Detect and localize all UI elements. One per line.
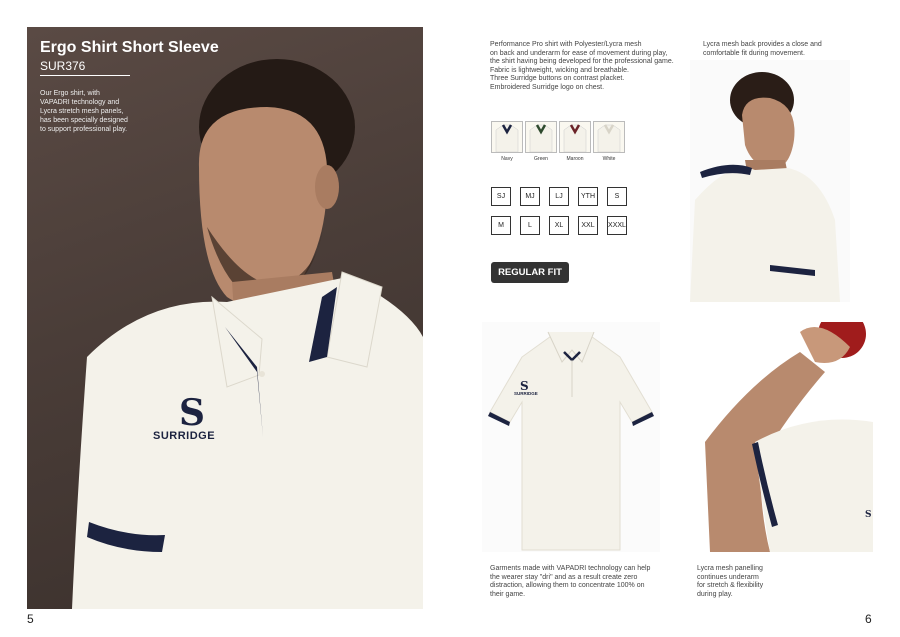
svg-text:S: S bbox=[865, 510, 872, 520]
shirt-logo-text: SURRIDGE bbox=[514, 391, 538, 396]
vapadri-text: Garments made with VAPADRI technology can help the wearer stay "dri" and as a result create zero distraction, allowing them to concentrate 100% on their game. bbox=[490, 565, 651, 598]
swatch-label-navy: Navy bbox=[501, 156, 513, 162]
size-s[interactable]: S bbox=[607, 187, 627, 206]
size-yth[interactable]: YTH bbox=[578, 187, 598, 206]
hero-description: Our Ergo shirt, with VAPADRI technology and Lycra stretch mesh panels, has been specially designed to support professional play. bbox=[40, 90, 128, 133]
swatch-label-maroon: Maroon bbox=[566, 156, 584, 162]
panelling-text: Lycra mesh panelling continues underarm for stretch & flexibility during play. bbox=[697, 565, 764, 598]
size-m[interactable]: M bbox=[491, 216, 511, 235]
size-lj[interactable]: LJ bbox=[549, 187, 569, 206]
swatch-maroon[interactable] bbox=[559, 121, 591, 153]
size-xxxl[interactable]: XXXL bbox=[607, 216, 627, 235]
swatch-green[interactable] bbox=[525, 121, 557, 153]
mesh-back-text: Lycra mesh back provides a close and comfortable fit during movement. bbox=[703, 41, 822, 57]
svg-text:S: S bbox=[179, 392, 205, 434]
swatch-label-white: White bbox=[602, 156, 616, 162]
chest-logo-text: SURRIDGE bbox=[153, 430, 216, 442]
swatch-label-green: Green bbox=[534, 156, 548, 162]
underarm-photo bbox=[690, 322, 873, 552]
page-number-left: 5 bbox=[27, 612, 34, 626]
fit-badge: REGULAR FIT bbox=[491, 262, 569, 283]
back-view-illustration bbox=[690, 60, 850, 302]
shirt-thumb-icon bbox=[594, 122, 624, 152]
size-xxl[interactable]: XXL bbox=[578, 216, 598, 235]
swatch-navy[interactable] bbox=[491, 121, 523, 153]
back-view-photo bbox=[690, 60, 850, 302]
product-title: Ergo Shirt Short Sleeve bbox=[40, 39, 219, 56]
front-shirt-photo bbox=[482, 322, 660, 552]
arm-ball-illustration bbox=[690, 322, 873, 552]
size-sj[interactable]: SJ bbox=[491, 187, 511, 206]
shirt-thumb-icon bbox=[560, 122, 590, 152]
hero-photo bbox=[27, 27, 423, 609]
intro-text: Performance Pro shirt with Polyester/Lycra mesh on back and underarm for ease of movement during play, the shirt having being developed for the professional game. Fabric is lightweight, wicking and breathable. Three Surridge buttons on contrast placket. Embroidered Surridge logo on chest. bbox=[490, 41, 674, 91]
shirt-front-illustration bbox=[482, 322, 660, 552]
size-xl[interactable]: XL bbox=[549, 216, 569, 235]
size-l[interactable]: L bbox=[520, 216, 540, 235]
swatch-white[interactable] bbox=[593, 121, 625, 153]
svg-text:S: S bbox=[520, 379, 529, 393]
page-number-right: 6 bbox=[865, 612, 872, 626]
product-code: SUR376 bbox=[40, 59, 86, 73]
title-divider bbox=[40, 75, 130, 76]
shirt-thumb-icon bbox=[492, 122, 522, 152]
size-mj[interactable]: MJ bbox=[520, 187, 540, 206]
shirt-thumb-icon bbox=[526, 122, 556, 152]
